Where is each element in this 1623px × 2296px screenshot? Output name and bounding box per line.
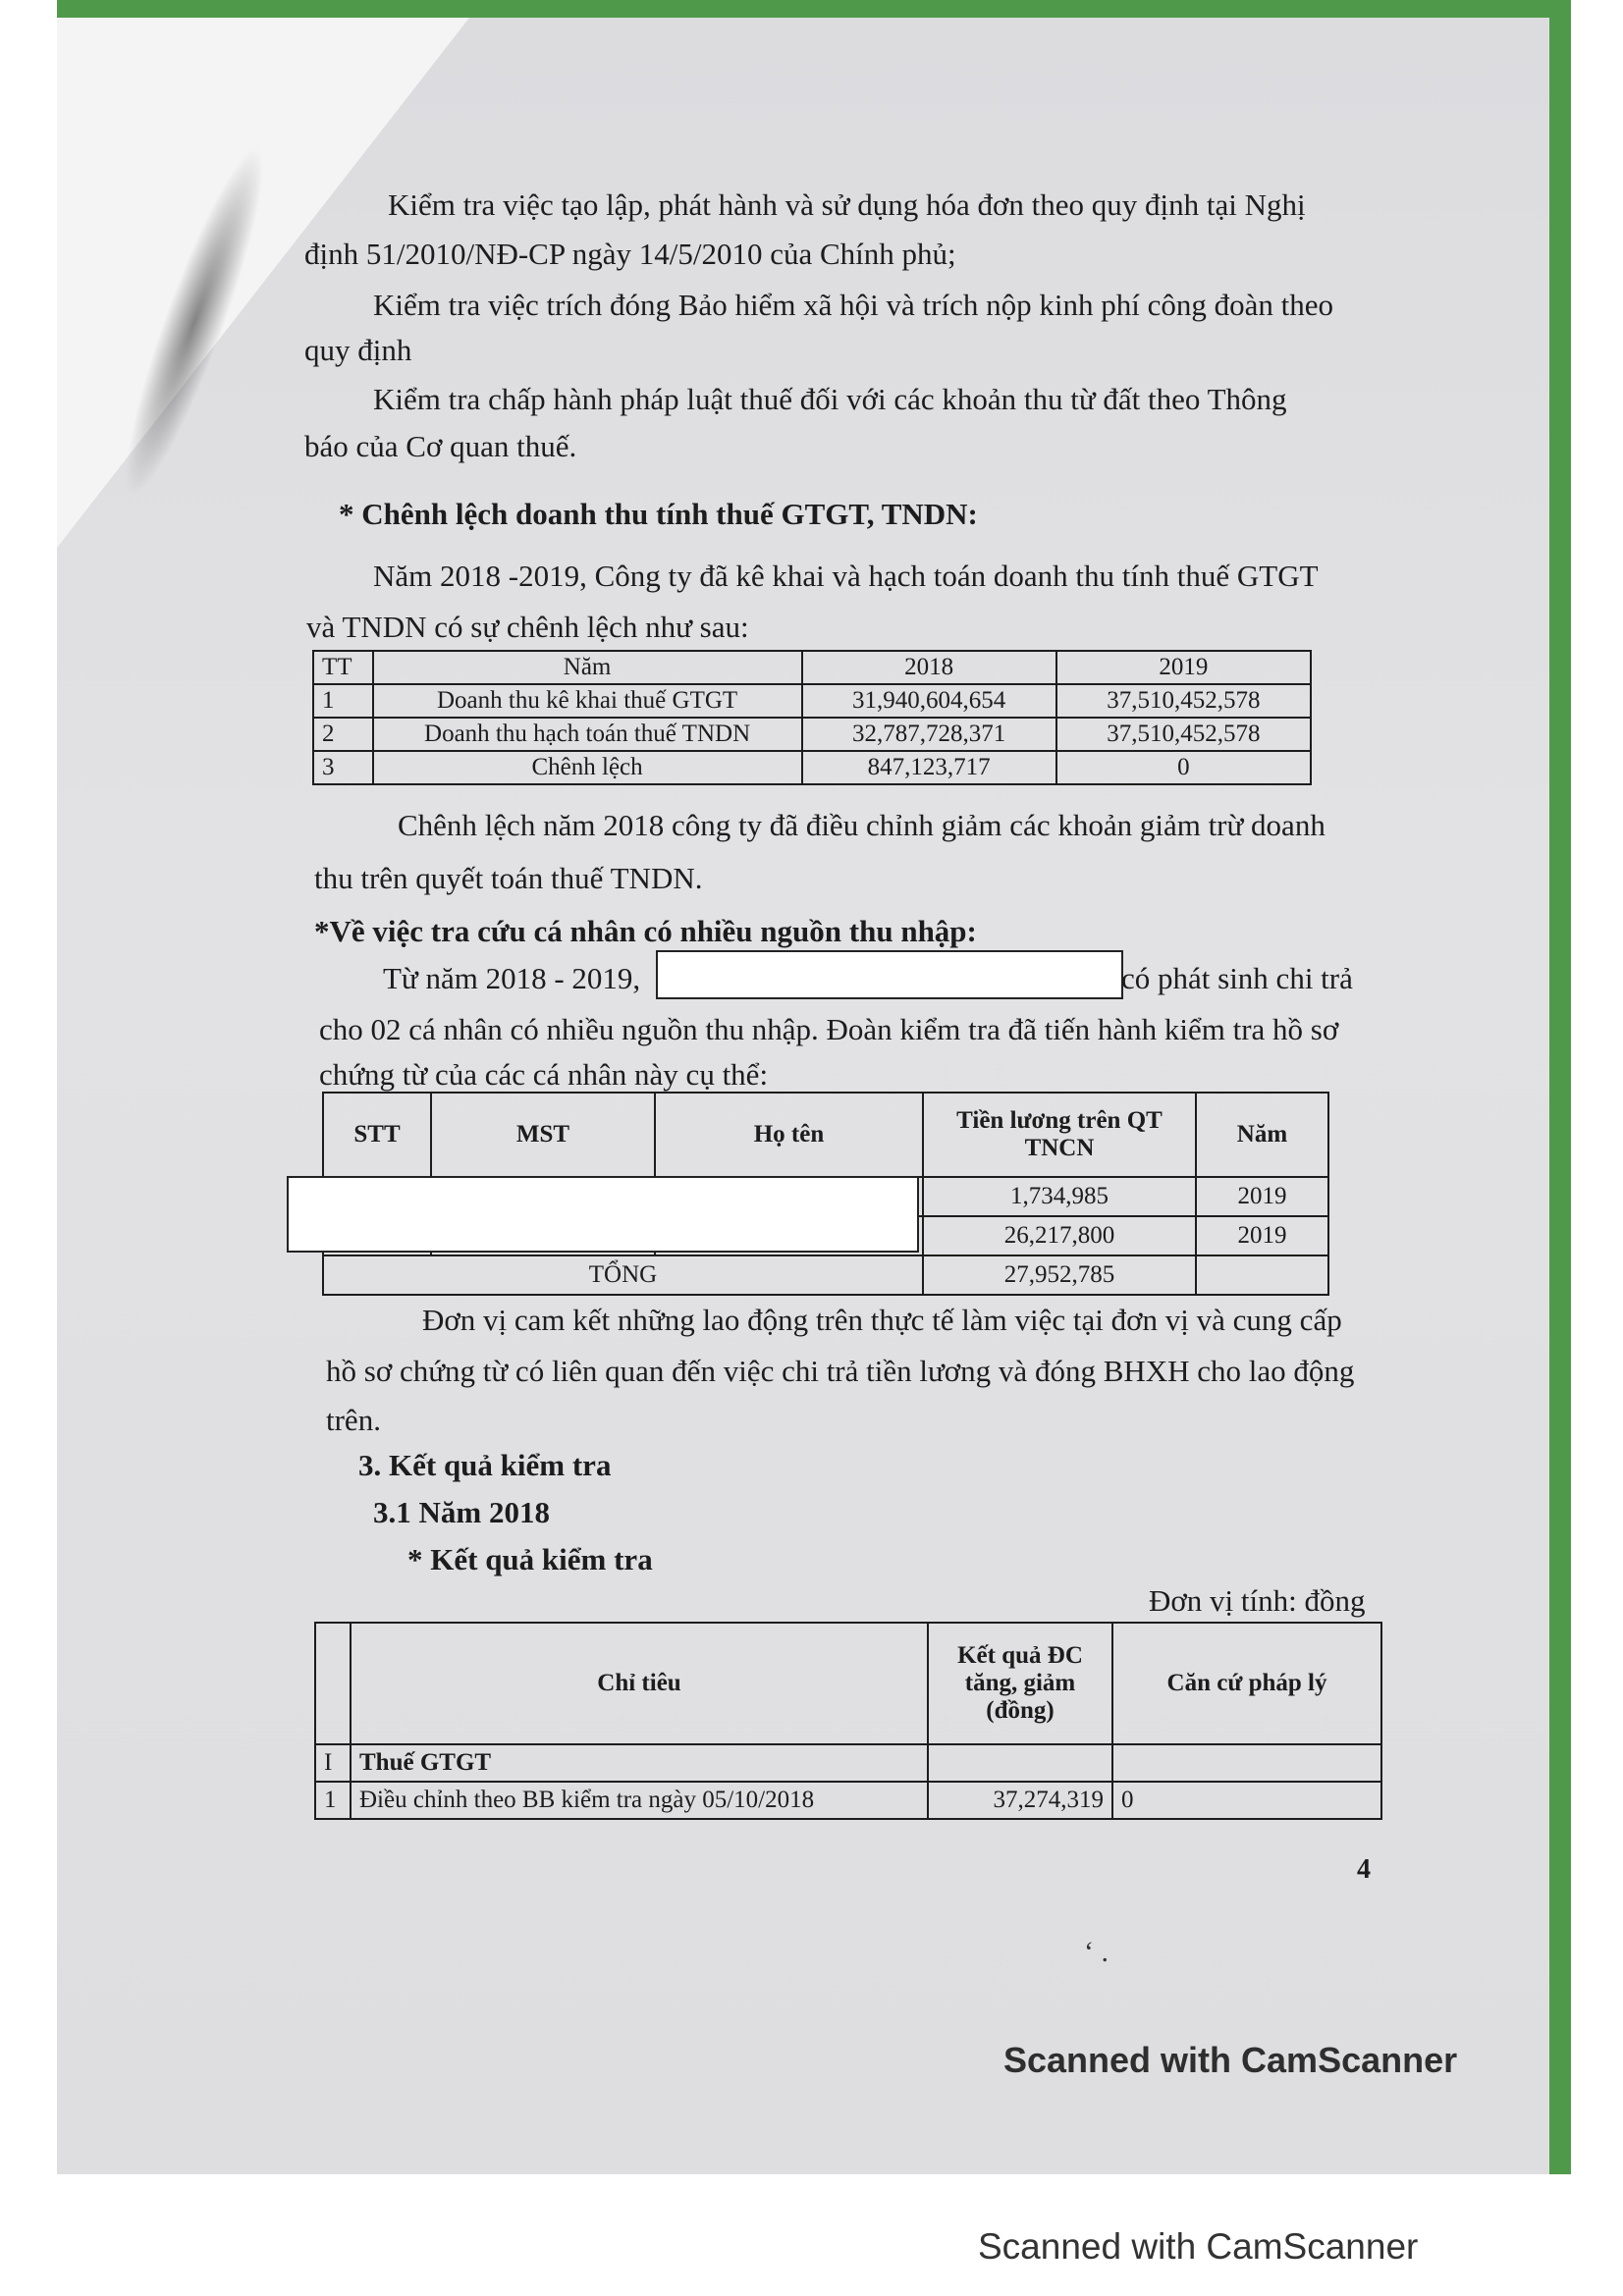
paragraph-line: Từ năm 2018 - 2019, [383, 961, 641, 995]
table-header-cell: Căn cứ pháp lý [1112, 1623, 1381, 1744]
section-heading: *Về việc tra cứu cá nhân có nhiều nguồn thu nhập: [314, 914, 977, 948]
table-row [315, 1782, 1381, 1819]
unit-label: Đơn vị tính: đồng [1149, 1583, 1366, 1618]
table-row [313, 718, 1311, 751]
paragraph-line: Kiểm tra việc tạo lập, phát hành và sử dụng hóa đơn theo quy định tại Nghị [388, 187, 1306, 222]
result-header-line: (đồng) [986, 1697, 1055, 1724]
table-row [313, 751, 1311, 784]
redacted-company-name [656, 950, 1123, 999]
paragraph-line: Kiểm tra chấp hành pháp luật thuế đối với các khoản thu từ đất theo Thông [373, 382, 1287, 416]
camscanner-watermark-inner: Scanned with CamScanner [1003, 2040, 1458, 2080]
table-cell: Thuế GTGT [351, 1744, 928, 1782]
paragraph-line: Năm 2018 -2019, Công ty đã kê khai và hạch toán doanh thu tính thuế GTGT [373, 559, 1319, 593]
table-header-cell: MST [431, 1093, 655, 1177]
table-row [315, 1744, 1381, 1782]
result-header-line: tăng, giảm [964, 1670, 1076, 1696]
table-cell: 2 [313, 718, 373, 751]
salary-header-line: Tiền lương trên QT [956, 1107, 1163, 1134]
table-cell: Chênh lệch [373, 751, 802, 784]
total-label: TỔNG [323, 1255, 923, 1295]
camscanner-watermark-outer: Scanned with CamScanner [978, 2226, 1419, 2267]
table-cell: 37,274,319 [928, 1782, 1112, 1819]
paragraph-line: chứng từ của các cá nhân này cụ thể: [319, 1057, 769, 1092]
table-cell: Doanh thu hạch toán thuế TNDN [373, 718, 802, 751]
table-cell: 1 [313, 684, 373, 718]
paragraph-line: Đơn vị cam kết những lao động trên thực tế làm việc tại đơn vị và cung cấp [422, 1303, 1342, 1337]
revenue-difference-table [312, 650, 1312, 785]
table-cell: 26,217,800 [923, 1216, 1196, 1255]
total-value: 27,952,785 [923, 1255, 1196, 1295]
paragraph-line: quy định [304, 333, 412, 367]
scanned-photo [57, 0, 1571, 2174]
table-row [313, 684, 1311, 718]
table-cell: 37,510,452,578 [1056, 684, 1311, 718]
table-cell: 1 [315, 1782, 351, 1819]
table-cell: I [315, 1744, 351, 1782]
table-header-cell: TT [313, 651, 373, 684]
table-cell [1112, 1744, 1381, 1782]
redacted-personal-info [287, 1176, 919, 1253]
table-cell: 31,940,604,654 [802, 684, 1056, 718]
table-header-cell: 2018 [802, 651, 1056, 684]
table-header-cell: Năm [373, 651, 802, 684]
table-cell: 847,123,717 [802, 751, 1056, 784]
table-header-cell: Họ tên [655, 1093, 923, 1177]
table-header-cell: 2019 [1056, 651, 1311, 684]
page-number: 4 [1357, 1854, 1371, 1885]
result-header-line: Kết quả ĐC [957, 1642, 1083, 1669]
paragraph-line: hồ sơ chứng từ có liên quan đến việc chi trả tiền lương và đóng BHXH cho lao động [326, 1354, 1355, 1388]
table-header-cell: Năm [1196, 1093, 1328, 1177]
table-cell: 0 [1112, 1782, 1381, 1819]
table-header-cell [928, 1623, 1112, 1744]
table-cell: 0 [1056, 751, 1311, 784]
table-cell: 2019 [1196, 1177, 1328, 1216]
audit-results-table [314, 1622, 1382, 1820]
table-cell: 37,510,452,578 [1056, 718, 1311, 751]
table-cell: 3 [313, 751, 373, 784]
paragraph-line: báo của Cơ quan thuế. [304, 429, 577, 463]
paragraph-line: cho 02 cá nhân có nhiều nguồn thu nhập. Đoàn kiểm tra đã tiến hành kiểm tra hồ sơ [319, 1012, 1339, 1046]
section-heading: 3. Kết quả kiểm tra [358, 1448, 612, 1482]
paragraph-line: thu trên quyết toán thuế TNDN. [314, 861, 703, 895]
table-header-row [315, 1623, 1381, 1744]
table-header-cell [315, 1623, 351, 1744]
table-cell: Điều chỉnh theo BB kiểm tra ngày 05/10/2018 [351, 1782, 928, 1819]
table-cell [1196, 1255, 1328, 1295]
section-heading: 3.1 Năm 2018 [373, 1495, 550, 1529]
table-header-cell: STT [323, 1093, 431, 1177]
salary-header-line: TNCN [1024, 1135, 1095, 1161]
table-total-row [323, 1255, 1328, 1295]
paragraph-line: Chênh lệch năm 2018 công ty đã điều chỉnh giảm các khoản giảm trừ doanh [398, 808, 1325, 842]
paragraph-line: trên. [326, 1403, 381, 1437]
paragraph-line: Kiểm tra việc trích đóng Bảo hiểm xã hội và trích nộp kinh phí công đoàn theo [373, 288, 1333, 322]
table-cell: 2019 [1196, 1216, 1328, 1255]
paragraph-line: và TNDN có sự chênh lệch như sau: [306, 610, 749, 644]
table-header-row [323, 1093, 1328, 1177]
section-heading: * Chênh lệch doanh thu tính thuế GTGT, TNDN: [339, 497, 978, 531]
table-header-cell: Chỉ tiêu [351, 1623, 928, 1744]
paragraph-line: có phát sinh chi trả [1121, 961, 1353, 995]
section-heading: * Kết quả kiểm tra [407, 1542, 653, 1576]
table-cell [928, 1744, 1112, 1782]
paragraph-line: định 51/2010/NĐ-CP ngày 14/5/2010 của Chính phủ; [304, 237, 956, 271]
table-cell: 32,787,728,371 [802, 718, 1056, 751]
table-cell: Doanh thu kê khai thuế GTGT [373, 684, 802, 718]
scan-marks: ‘ . [1084, 1936, 1109, 1968]
table-header-cell [923, 1093, 1196, 1177]
table-cell: 1,734,985 [923, 1177, 1196, 1216]
table-header-row [313, 651, 1311, 684]
